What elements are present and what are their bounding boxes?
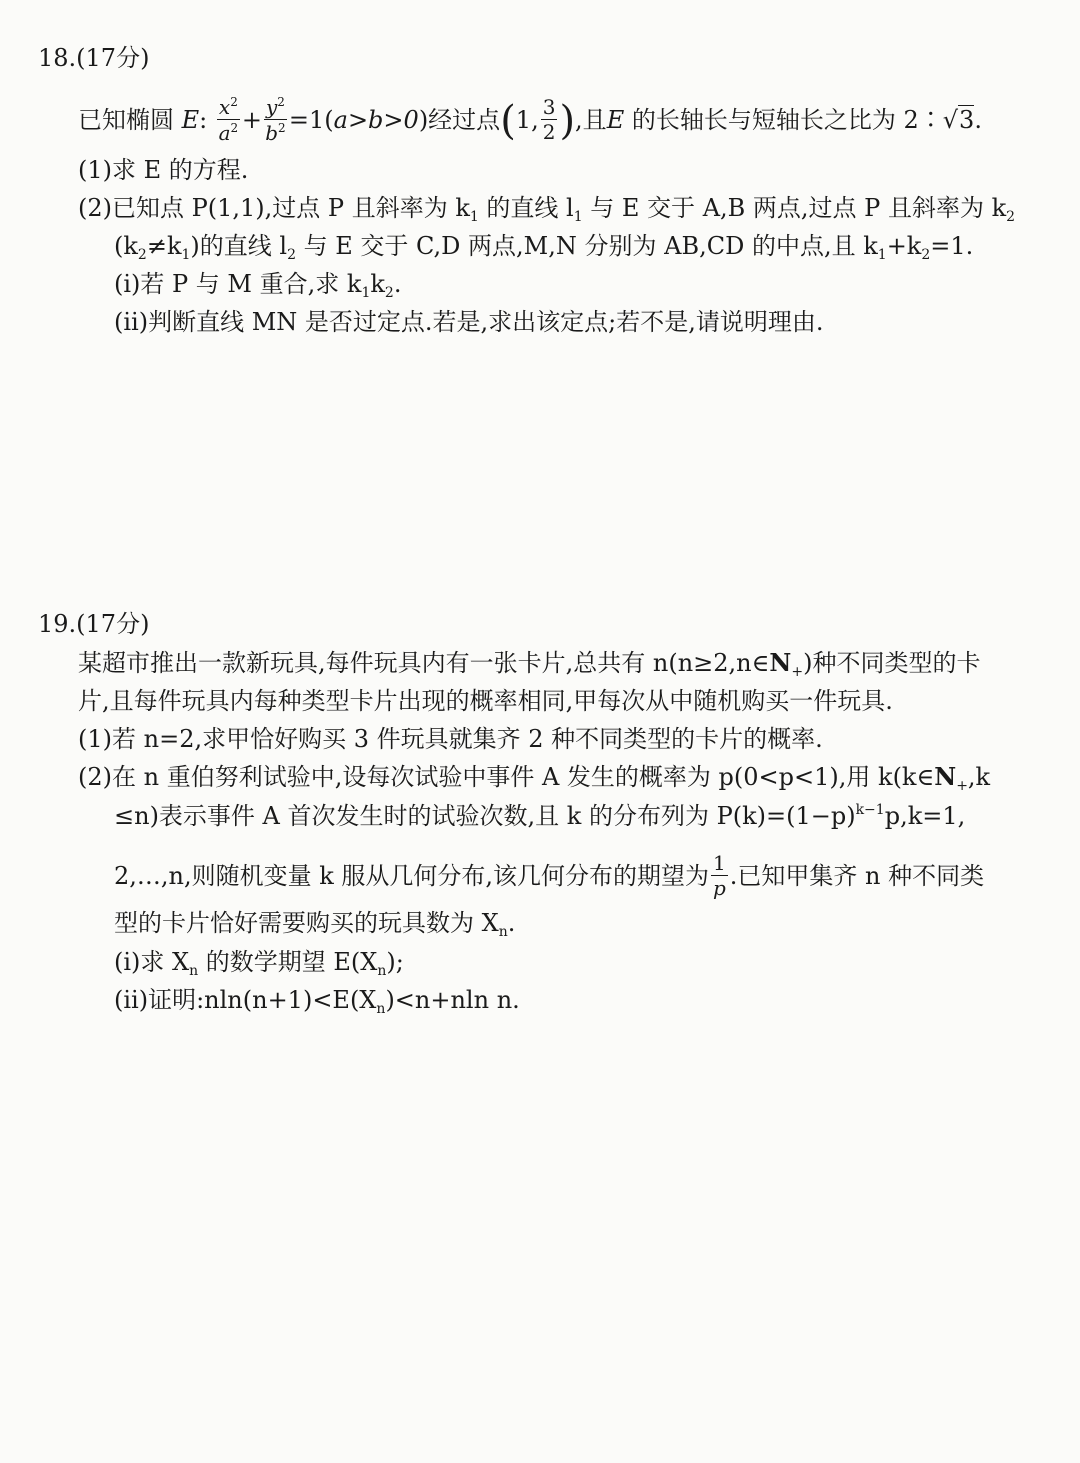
question-19-part-1: (1)若 n=2,求甲恰好购买 3 件玩具就集齐 2 种不同类型的卡片的概率. <box>78 725 823 753</box>
question-18-part-1: (1)求 E 的方程. <box>78 156 249 184</box>
fraction-1-p: $\frac{1}{p}$ <box>713 851 726 900</box>
question-19-stem-line-1: 某超市推出一款新玩具,每件玩具内有一张卡片,总共有 $n(n\ge 2,n\in N_+)$种不同类型的卡 <box>78 648 981 680</box>
question-18-part-2-line-1: (2)已知点 P(1,1),过点 P 且斜率为 $k_1$ 的直线 $l_1$ 与 E 交于 A,B 两点,过点 P 且斜率为 $k_2$ <box>78 194 1016 225</box>
fraction-x2-a2: $\frac{x^2}{a^2}$ <box>218 95 239 145</box>
question-18-part-2-ii: (ⅱ)判断直线 MN 是否过定点.若是,求出该定点;若不是,请说明理由. <box>114 308 824 336</box>
question-19-part-2-i: (ⅰ)求 $X_n$ 的数学期望 $E(X_n)$; <box>114 948 404 979</box>
question-18-stem: 已知椭圆 E: $\frac{x^2}{a^2}$ + $\frac{y^2}{b^2}$ =1(a>b>0)经过点(1, $\frac{3}{2}$ ),且E 的长轴长与短轴长之比为 2∶√3. <box>78 95 982 145</box>
fraction-y2-b2: $\frac{y^2}{b^2}$ <box>265 95 286 145</box>
question-18-part-2-line-2: $(k_2\ne k_1)$的直线 $l_2$ 与 E 交于 C,D 两点,M,N 分别为 AB,CD 的中点,且 $k_1+k_2=1$. <box>114 232 974 263</box>
question-19-stem-line-2: 片,且每件玩具内每种类型卡片出现的概率相同,甲每次从中随机购买一件玩具. <box>78 687 893 715</box>
sqrt-3: √3 <box>942 106 975 134</box>
question-19-number: 19.(17分) <box>38 610 150 638</box>
question-19-part-2-line-2: ≤n)表示事件 A 首次发生时的试验次数,且 k 的分布列为 $P(k)=(1-p)^{k-1}p,k=1$, <box>114 802 966 830</box>
question-18-part-2-i: (ⅰ)若 P 与 M 重合,求 $k_1k_2$. <box>114 270 402 301</box>
question-19-part-2-ii: (ⅱ)证明$:nln(n+1)<E(X_n)<n+nln$ n. <box>114 986 520 1017</box>
question-19-part-2-line-1: (2)在 n 重伯努利试验中,设每次试验中事件 A 发生的概率为 p(0<p<1),用 $k(k\in N_+,k$ <box>78 762 991 794</box>
question-19-part-2-line-4: 型的卡片恰好需要购买的玩具数为 $X_n$. <box>114 909 516 940</box>
question-19-part-2-line-3: 2,…,n,则随机变量 k 服从几何分布,该几何分布的期望为 $\frac{1}{p}$ .已知甲集齐 n 种不同类 <box>114 851 985 900</box>
question-18-number: 18.(17分) <box>38 44 150 72</box>
fraction-3-2: $\frac{3}{2}$ <box>542 95 556 144</box>
